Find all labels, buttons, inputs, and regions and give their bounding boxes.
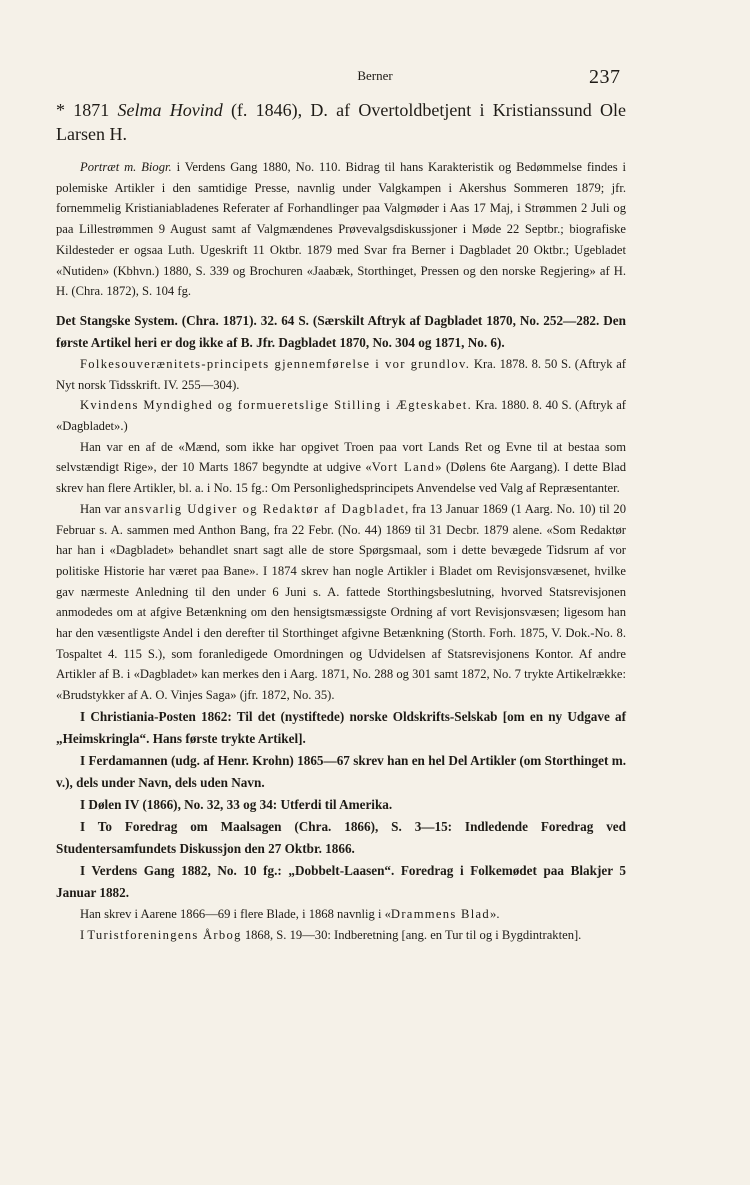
article-christiania-posten: I Christiania-Posten 1862: Til det (nystiftede) norske Oldskrifts-Selskab [om en ny Udgave af „Heimskringla“. Hans første trykte Artikel]. <box>56 708 626 746</box>
bio-paragraph <box>56 157 626 302</box>
page-number: 237 <box>589 66 621 88</box>
prose-vort-land: Han var en af de «Mænd, som ikke har opgivet Troen paa vort Lands Ret og Evne til at bestaa som selvstændigt Rige», der 10 Marts 1867 begyndte at udgive «Vort Land» (Dølens 6te Aargang). I dette Blad skrev han flere Artikler, bl. a. i No. 15 fg.: Om Personlighedsprincipets Anvendelse ved Valg af Repræsentanter. <box>56 439 626 496</box>
work-kvindens-myndighed <box>56 395 626 436</box>
publication-title: Vort Land <box>371 460 436 475</box>
article-verdens-gang: I Verdens Gang 1882, No. 10 fg.: „Dobbelt-Laasen“. Foredrag i Folkemødet paa Blakjer 5 Januar 1882. <box>56 862 626 900</box>
bio-label: Portræt m. Biogr. <box>80 160 172 174</box>
bio-text: i Verdens Gang 1880, No. 110. Bidrag til hans Karakteristik og Bedømmelse findes i polemiske Artikler i den samtidige Presse, navnlig under Valgkampen i Akershus Sommeren 1879; jfr. fornemmelig Kristianiabladenes Referater af Forhandlinger paa Valgmøder i Aas 17 Maj, i Strømmen 2 Juli og paa Lillestrømmen 9 August samt af Valgmændenes Prøvevalgsdiskussjoner i Møde 22 Septbr.; biografiske Kildesteder er ogsaa Luth. Ugeskrift 11 Oktbr. 1879 med Svar fra Berner i Dagbladet 20 Oktbr.; Ugebladet «Nutiden» (Kbhvn.) 1880, S. 339 og Brochuren «Jaabæk, Storthinget, Pressen og den norske Regjering» af H. H. (Chra. 1872), S. 104 fg. <box>56 160 626 299</box>
closing-turistforening: I Turistforeningens Årbog 1868, S. 19—30: Indberetning [ang. en Tur til og i Bygdintrakten]. <box>80 927 582 942</box>
entry-name: Selma Hovind <box>117 100 223 120</box>
editor-role: ansvarlig Udgiver og Redaktør af Dagbladet <box>124 501 406 516</box>
work-title: Kvindens Myndighed og formueretslige Stilling i Ægteskabet. <box>80 398 473 413</box>
prose-dagbladet: Han var ansvarlig Udgiver og Redaktør af Dagbladet, fra 13 Januar 1869 (1 Aarg. No. 10) til 20 Februar s. A. sammen med Anthon Bang, fra 22 Febr. (No. 44) 1869 til 31 Decbr. 1879 alene. «Som Redaktør har han i «Dagbladet» behandlet snart sagt alle de store Spørgsmaal, som i dette bevægede Tidsrum af vor politiske Historie har været paa Bane». I 1874 skrev han nogle Artikler i Bladet om Revisjonsvæsenet, hvilke gav nærmeste Anledning til den under 6 Juni s. A. fattede Storthingsbeslutning, hvorved Statsrevisjonen anmodedes om at afgive Betænkning om den hensigtsmæssigste Ordning af vort Revisjonsvæsen; ligesom han har den væsentligste Andel i den derefter til Storthinget afgivne Betænkning (Storth. Forh. 1875, V. Dok.-No. 8. Tospaltet 4. 115 S.), som foranledigede Omordningen og Udvidelsen af Statsrevisjonens Kontor. Af andre Artikler af B. i «Dagbladet» kan merkes den i Aarg. 1871, No. 288 og 301 samt 1872, No. 7 trykte Artikelrække: «Brudstykker af A. O. Vinjes Saga» (jfr. 1872, No. 35). <box>56 501 626 703</box>
publication-title: Drammens Blad <box>390 906 491 921</box>
article-ferdamannen: I Ferdamannen (udg. af Henr. Krohn) 1865—67 skrev han en hel Del Artikler (om Storthinget m. v.), dels under Navn, dels uden Navn. <box>56 752 626 790</box>
work-stangske-system: Det Stangske System. (Chra. 1871). 32. 64 S. (Særskilt Aftryk af Dagbladet 1870, No. 252—282. Den første Artikel heri er dog ikke af B. Jfr. Dagbladet 1870, No. 304 og 1871, No. 6). <box>56 312 626 350</box>
article-to-foredrag: I To Foredrag om Maalsagen (Chra. 1866), S. 3—15: Indledende Foredrag ved Studentersamfundets Diskussjon den 27 Oktbr. 1866. <box>56 818 626 856</box>
publication-title: Turistforeningens Årbog <box>87 927 242 942</box>
page-content <box>56 98 626 945</box>
work-folkesouveraenitet <box>56 354 626 395</box>
entry-heading <box>56 98 626 146</box>
running-title: Berner <box>357 68 393 83</box>
entry-details: (f. 1846), D. af Overtoldbetjent i Kristianssund Ole Larsen H. <box>56 100 627 144</box>
work-details: Kra. 1880. 8. 40 S. (Aftryk af «Dagbladet».) <box>56 398 626 434</box>
work-title: Folkesouverænitets-principets gjennemførelse i vor grundlov. <box>80 356 471 371</box>
closing-drammens-blad: Han skrev i Aarene 1866—69 i flere Blade, i 1868 navnlig i «Drammens Blad». <box>80 906 500 921</box>
entry-prefix: * 1871 <box>56 100 118 120</box>
article-dolen: I Dølen IV (1866), No. 32, 33 og 34: Utferdi til Amerika. <box>80 796 393 812</box>
work-details: Kra. 1878. 8. 50 S. (Aftryk af Nyt norsk Tidsskrift. IV. 255—304). <box>56 356 626 392</box>
